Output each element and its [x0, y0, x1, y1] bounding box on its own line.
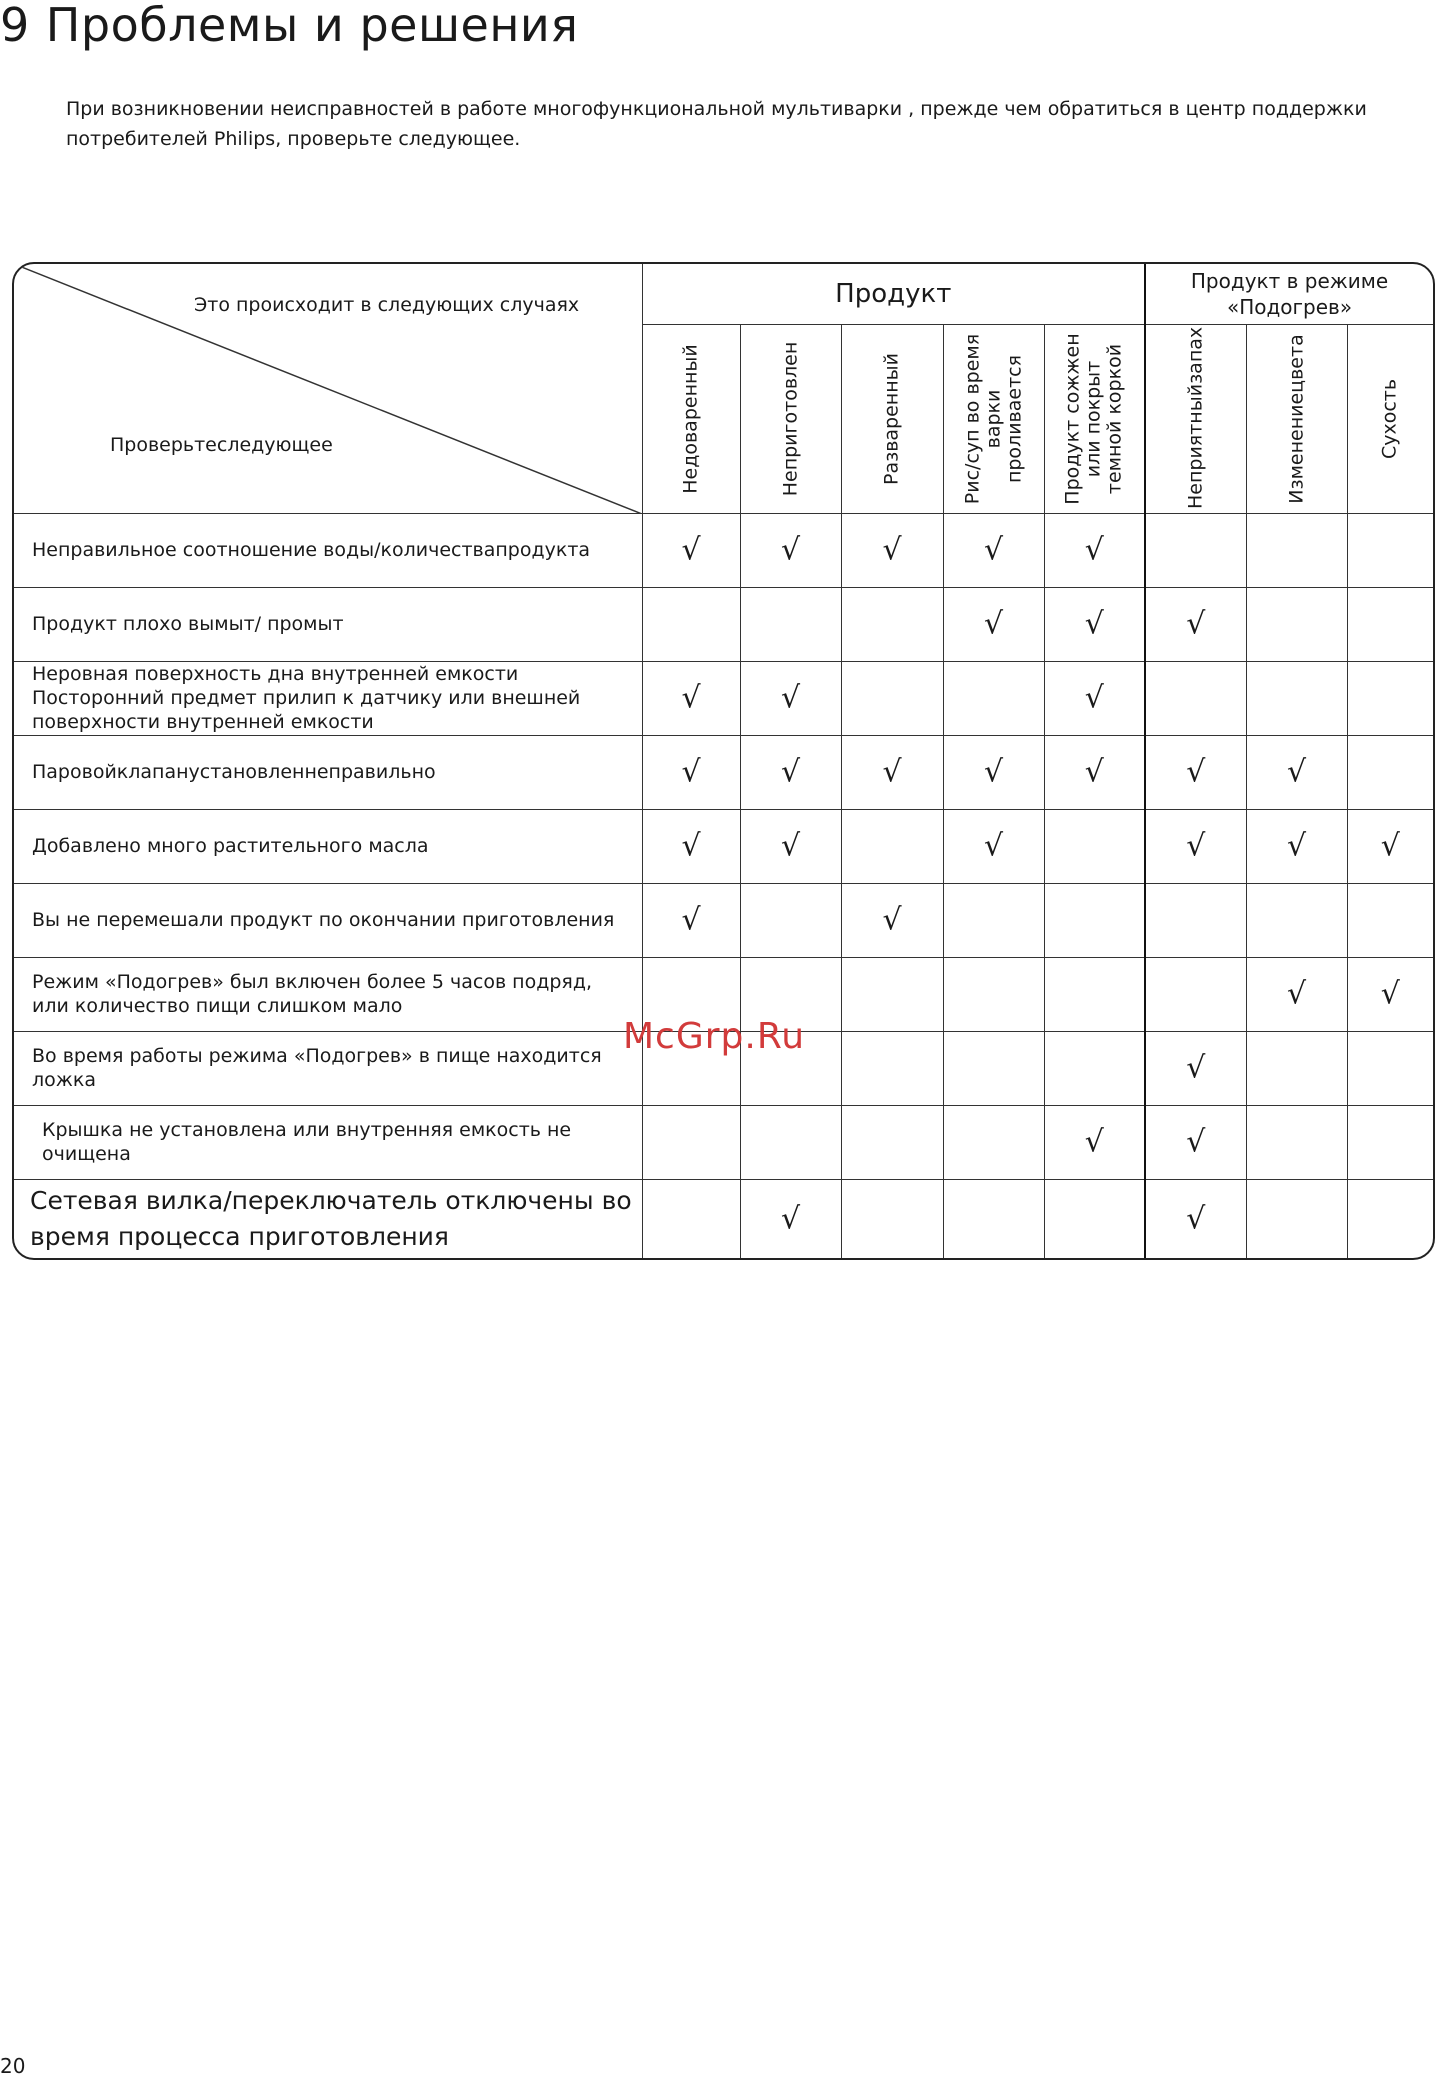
check-cell: [841, 513, 943, 587]
check-cell: [841, 1105, 943, 1179]
check-cell: [1246, 1031, 1347, 1105]
check-mark: √: [1084, 532, 1104, 568]
check-cell: [642, 883, 740, 957]
section-number: 9: [0, 0, 30, 52]
intro-text: При возникновении неисправностей в работе многофункциональной мультиварки , прежде чем обратиться в центр поддержки потребителей Philips, проверьте следующее.: [66, 98, 1367, 150]
check-mark: √: [681, 532, 701, 568]
row-label: Во время работы режима «Подогрев» в пище находится ложка: [14, 1031, 642, 1105]
check-cell: [1145, 513, 1246, 587]
check-cell: [740, 883, 841, 957]
column-header: [642, 324, 740, 513]
check-mark: √: [1186, 1124, 1206, 1160]
section-title: Проблемы и решения: [45, 0, 579, 52]
check-cell: [1145, 809, 1246, 883]
check-cell: [1145, 1105, 1246, 1179]
check-mark: √: [780, 1201, 801, 1237]
table-row: [14, 513, 1433, 587]
troubleshooting-table-frame: [12, 262, 1435, 1260]
column-header-label: Недоваренный: [679, 343, 702, 494]
check-cell: [841, 957, 943, 1031]
check-cell: [1044, 957, 1145, 1031]
check-cell: [1246, 513, 1347, 587]
check-cell: [1347, 809, 1433, 883]
check-cell: [642, 735, 740, 809]
check-mark: √: [882, 754, 902, 790]
check-mark: √: [983, 754, 1004, 790]
row-label: Режим «Подогрев» был включен более 5 часов подряд, или количество пищи слишком мало: [14, 957, 642, 1031]
check-cell: [1044, 1105, 1145, 1179]
check-mark: √: [681, 680, 701, 716]
check-mark: √: [780, 754, 801, 790]
row-label: Продукт плохо вымыт/ промыт: [14, 587, 642, 661]
check-cell: [1044, 883, 1145, 957]
check-cell: [1145, 1031, 1246, 1105]
check-cell: [1246, 1179, 1347, 1259]
check-mark: √: [681, 902, 701, 938]
watermark: McGrp.Ru: [623, 1016, 806, 1057]
check-cell: [943, 883, 1044, 957]
check-cell: [740, 735, 841, 809]
corner-header: [14, 264, 642, 513]
troubleshooting-table: [14, 264, 1433, 1259]
column-header: [943, 324, 1044, 513]
check-cell: [1246, 587, 1347, 661]
check-cell: [841, 661, 943, 735]
column-header: [1044, 324, 1145, 513]
check-cell: [1044, 661, 1145, 735]
row-label: Неправильное соотношение воды/количествапродукта: [14, 513, 642, 587]
check-cell: [1145, 735, 1246, 809]
column-header: [1246, 324, 1347, 513]
check-cell: [740, 1179, 841, 1259]
check-mark: √: [681, 828, 701, 864]
check-cell: [1246, 1105, 1347, 1179]
check-cell: [642, 513, 740, 587]
check-cell: [642, 661, 740, 735]
check-mark: √: [1380, 976, 1400, 1012]
row-label: Сетевая вилка/переключатель отключены во время процесса приготовления: [14, 1179, 642, 1259]
check-cell: [841, 1031, 943, 1105]
check-cell: [642, 1179, 740, 1259]
check-cell: [841, 883, 943, 957]
check-cell: [841, 1179, 943, 1259]
column-header-label: Изменениецвета: [1285, 333, 1308, 504]
check-cell: [943, 661, 1044, 735]
check-cell: [642, 587, 740, 661]
row-label: Паровойклапанустановленнеправильно: [14, 735, 642, 809]
table-row: [14, 1105, 1433, 1179]
column-header-label: Неприготовлен: [779, 341, 801, 496]
check-cell: [1145, 661, 1246, 735]
check-mark: √: [1084, 680, 1104, 716]
check-cell: [1246, 883, 1347, 957]
check-cell: [1246, 661, 1347, 735]
page-number: 20: [0, 2054, 26, 2078]
check-cell: [943, 1105, 1044, 1179]
group-header-warm-line1: Продукт в режиме: [1190, 268, 1389, 293]
check-cell: [1044, 735, 1145, 809]
table-row: [14, 1179, 1433, 1259]
check-cell: [740, 587, 841, 661]
check-mark: √: [1286, 976, 1307, 1012]
group-header-product: Продукт: [642, 264, 1145, 324]
check-cell: [642, 1105, 740, 1179]
check-cell: [1347, 735, 1433, 809]
check-mark: √: [882, 532, 902, 568]
check-cell: [943, 957, 1044, 1031]
check-mark: √: [983, 532, 1004, 568]
check-mark: √: [780, 532, 801, 568]
check-cell: [740, 661, 841, 735]
row-label: Добавлено много растительного масла: [14, 809, 642, 883]
row-label: Неровная поверхность дна внутренней емкости Посторонний предмет прилип к датчику или внешней поверхности внутренней емкости: [14, 661, 642, 735]
check-cell: [841, 587, 943, 661]
check-cell: [1145, 883, 1246, 957]
check-cell: [841, 735, 943, 809]
column-header-label: Неприятныйзапах: [1184, 326, 1207, 509]
check-cell: [1347, 883, 1433, 957]
check-cell: [740, 809, 841, 883]
check-cell: [1347, 1031, 1433, 1105]
check-cell: [1246, 957, 1347, 1031]
table-row: [14, 735, 1433, 809]
column-header: [1145, 324, 1246, 513]
check-cell: [1145, 957, 1246, 1031]
group-header-warm: [1145, 264, 1433, 324]
column-header: [1347, 324, 1433, 513]
check-mark: √: [1084, 754, 1104, 790]
check-cell: [1347, 957, 1433, 1031]
check-cell: [943, 587, 1044, 661]
check-mark: √: [1380, 828, 1400, 864]
check-cell: [943, 1179, 1044, 1259]
check-cell: [1044, 513, 1145, 587]
check-mark: √: [1186, 754, 1206, 790]
check-cell: [1145, 1179, 1246, 1259]
row-label: Вы не перемешали продукт по окончании приготовления: [14, 883, 642, 957]
check-mark: √: [1186, 606, 1206, 642]
check-cell: [943, 513, 1044, 587]
check-mark: √: [983, 606, 1004, 642]
check-cell: [943, 1031, 1044, 1105]
check-cell: [740, 513, 841, 587]
check-cell: [1044, 1031, 1145, 1105]
check-mark: √: [1286, 754, 1307, 790]
check-mark: √: [983, 828, 1004, 864]
table-row: [14, 661, 1433, 735]
check-cell: [642, 809, 740, 883]
check-cell: [943, 809, 1044, 883]
check-mark: √: [1084, 1124, 1104, 1160]
corner-bottom-label: Проверьтеследующее: [110, 434, 333, 456]
check-mark: √: [1084, 606, 1104, 642]
check-cell: [1246, 735, 1347, 809]
check-mark: √: [780, 680, 801, 716]
column-header-label: Разваренный: [880, 352, 903, 485]
corner-top-label: Это происходит в следующих случаях: [194, 294, 580, 316]
check-cell: [1246, 809, 1347, 883]
check-mark: √: [1186, 1201, 1206, 1237]
column-header: [740, 324, 841, 513]
column-header: [841, 324, 943, 513]
check-cell: [1044, 587, 1145, 661]
check-cell: [1347, 587, 1433, 661]
page-title: [0, 0, 578, 52]
table-row: [14, 809, 1433, 883]
check-cell: [1044, 809, 1145, 883]
check-mark: √: [1286, 828, 1307, 864]
check-cell: [943, 735, 1044, 809]
group-header-warm-line2: «Подогрев»: [1226, 294, 1353, 319]
check-cell: [1145, 587, 1246, 661]
check-cell: [1347, 1105, 1433, 1179]
check-mark: √: [780, 828, 801, 864]
check-mark: √: [1186, 1050, 1206, 1086]
row-label: Крышка не установлена или внутренняя емкость не очищена: [14, 1105, 642, 1179]
check-mark: √: [681, 754, 701, 790]
check-mark: √: [882, 902, 902, 938]
check-cell: [1347, 1179, 1433, 1259]
column-header-label: Сухость: [1378, 378, 1401, 459]
check-cell: [1347, 661, 1433, 735]
check-cell: [740, 1105, 841, 1179]
column-header-label: Рис/суп во время варки проливается: [961, 333, 1025, 504]
check-cell: [1347, 513, 1433, 587]
check-cell: [841, 809, 943, 883]
check-cell: [1044, 1179, 1145, 1259]
table-row: [14, 587, 1433, 661]
column-header-label: Продукт сожжен или покрыт темной коркой: [1061, 332, 1126, 505]
table-row: [14, 883, 1433, 957]
check-mark: √: [1186, 828, 1206, 864]
